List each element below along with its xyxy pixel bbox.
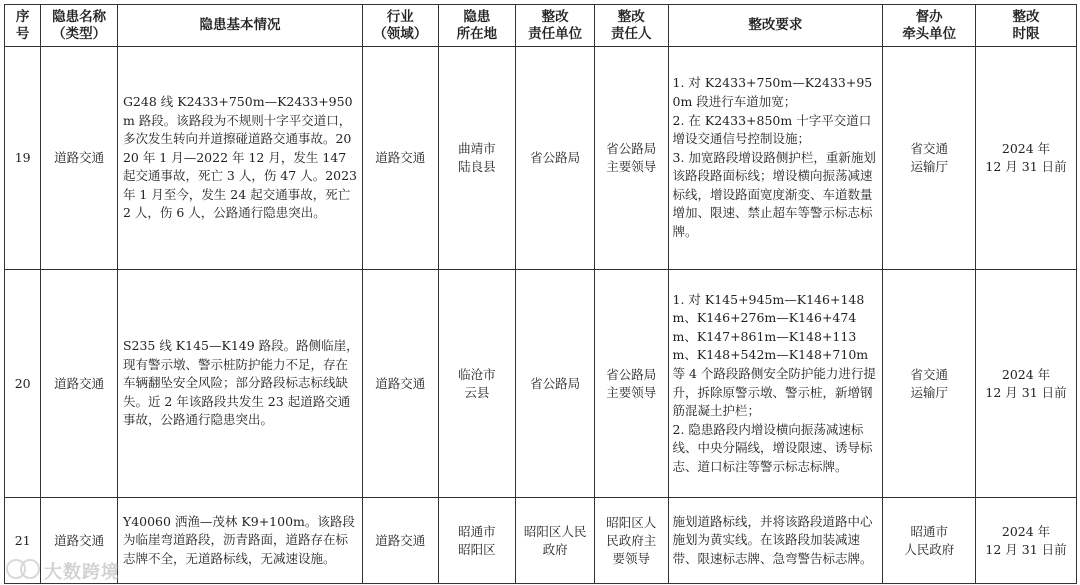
cell-industry: 道路交通 (362, 498, 438, 584)
cell-no: 21 (5, 498, 41, 584)
cell-person: 省公路局 主要领导 (594, 47, 668, 270)
header-no: 序 号 (5, 5, 41, 47)
cell-industry: 道路交通 (362, 47, 438, 270)
cell-supervisor: 省交通 运输厅 (883, 270, 976, 498)
cell-person: 省公路局 主要领导 (594, 270, 668, 498)
cell-unit: 省公路局 (516, 47, 595, 270)
table-row (5, 270, 1077, 498)
cell-unit: 省公路局 (516, 270, 595, 498)
header-name: 隐患名称 （类型） (41, 5, 118, 47)
cell-supervisor: 省交通 运输厅 (883, 47, 976, 270)
header-person: 整改 责任人 (594, 5, 668, 47)
cell-desc: G248 线 K2433+750m—K2433+950m 路段。该路段为不规则十字平交道口，多次发生转向并道擦碰道路交通事故。2020 年 1 月—2022 年 12 月，发生 147 起交通事故，死亡 3 人，伤 47 人。2023 年 1 月至今，发生 24 起交通事故，死亡 2 人，伤 6 人，公路通行隐患突出。 (117, 47, 362, 270)
cell-supervisor: 昭通市 人民政府 (883, 498, 976, 584)
cell-req: 1. 对 K145+945m—K146+148m、K146+276m—K146+474m、K147+861m—K148+113m、K148+542m—K148+710m 等 4 个路段路侧安全防护能力进行提升，拆除原警示墩、警示桩，新增钢筋混凝土护栏； 2. 隐患路段内增设横向振荡减速标线、中央分隔线，增设限速、诱导标志、道口标注等警示标志标牌。 (668, 270, 883, 498)
cell-name: 道路交通 (41, 47, 118, 270)
cell-req: 施划道路标线，并将该路段道路中心施划为黄实线。在该路段加装减速带、限速标志牌、急弯警告标志牌。 (668, 498, 883, 584)
cell-req: 1. 对 K2433+750m—K2433+950m 段进行车道加宽； 2. 在 K2433+850m 十字平交道口增设交通信号控制设施； 3. 加宽路段增设路侧护栏，重新施划该路段路面标线；增设横向振荡减速标线，增设路面宽度渐变、车道数量增加、限速、禁止超车等警示标志标牌。 (668, 47, 883, 270)
header-industry: 行业 （领域） (362, 5, 438, 47)
table-row (5, 47, 1077, 270)
table-row (5, 498, 1077, 584)
header-req: 整改要求 (668, 5, 883, 47)
cell-name: 道路交通 (41, 270, 118, 498)
header-unit: 整改 责任单位 (516, 5, 595, 47)
cell-deadline: 2024 年 12 月 31 日前 (976, 270, 1077, 498)
cell-industry: 道路交通 (362, 270, 438, 498)
header-supervisor: 督办 牵头单位 (883, 5, 976, 47)
cell-desc: Y40060 洒渔—茂林 K9+100m。该路段为临崖弯道路段，沥青路面，道路存在标志牌不全，无道路标线，无减速设施。 (117, 498, 362, 584)
cell-location: 临沧市 云县 (438, 270, 516, 498)
header-desc: 隐患基本情况 (117, 5, 362, 47)
header-row (5, 5, 1077, 47)
cell-deadline: 2024 年 12 月 31 日前 (976, 498, 1077, 584)
cell-location: 曲靖市 陆良县 (438, 47, 516, 270)
header-deadline: 整改 时限 (976, 5, 1077, 47)
cell-person: 昭阳区人 民政府主 要领导 (594, 498, 668, 584)
watermark-text: 大数跨境 (44, 562, 120, 583)
hazard-table (4, 4, 1077, 584)
cell-name: 道路交通 (41, 498, 118, 584)
cell-no: 20 (5, 270, 41, 498)
cell-unit: 昭阳区人民 政府 (516, 498, 595, 584)
cell-desc: S235 线 K145—K149 路段。路侧临崖，现有警示墩、警示桩防护能力不足，存在车辆翻坠安全风险；部分路段标志标线缺失。近 2 年该路段共发生 23 起道路交通事故，公路通行隐患突出。 (117, 270, 362, 498)
cell-deadline: 2024 年 12 月 31 日前 (976, 47, 1077, 270)
cell-no: 19 (5, 47, 41, 270)
header-location: 隐患 所在地 (438, 5, 516, 47)
cell-location: 昭通市 昭阳区 (438, 498, 516, 584)
